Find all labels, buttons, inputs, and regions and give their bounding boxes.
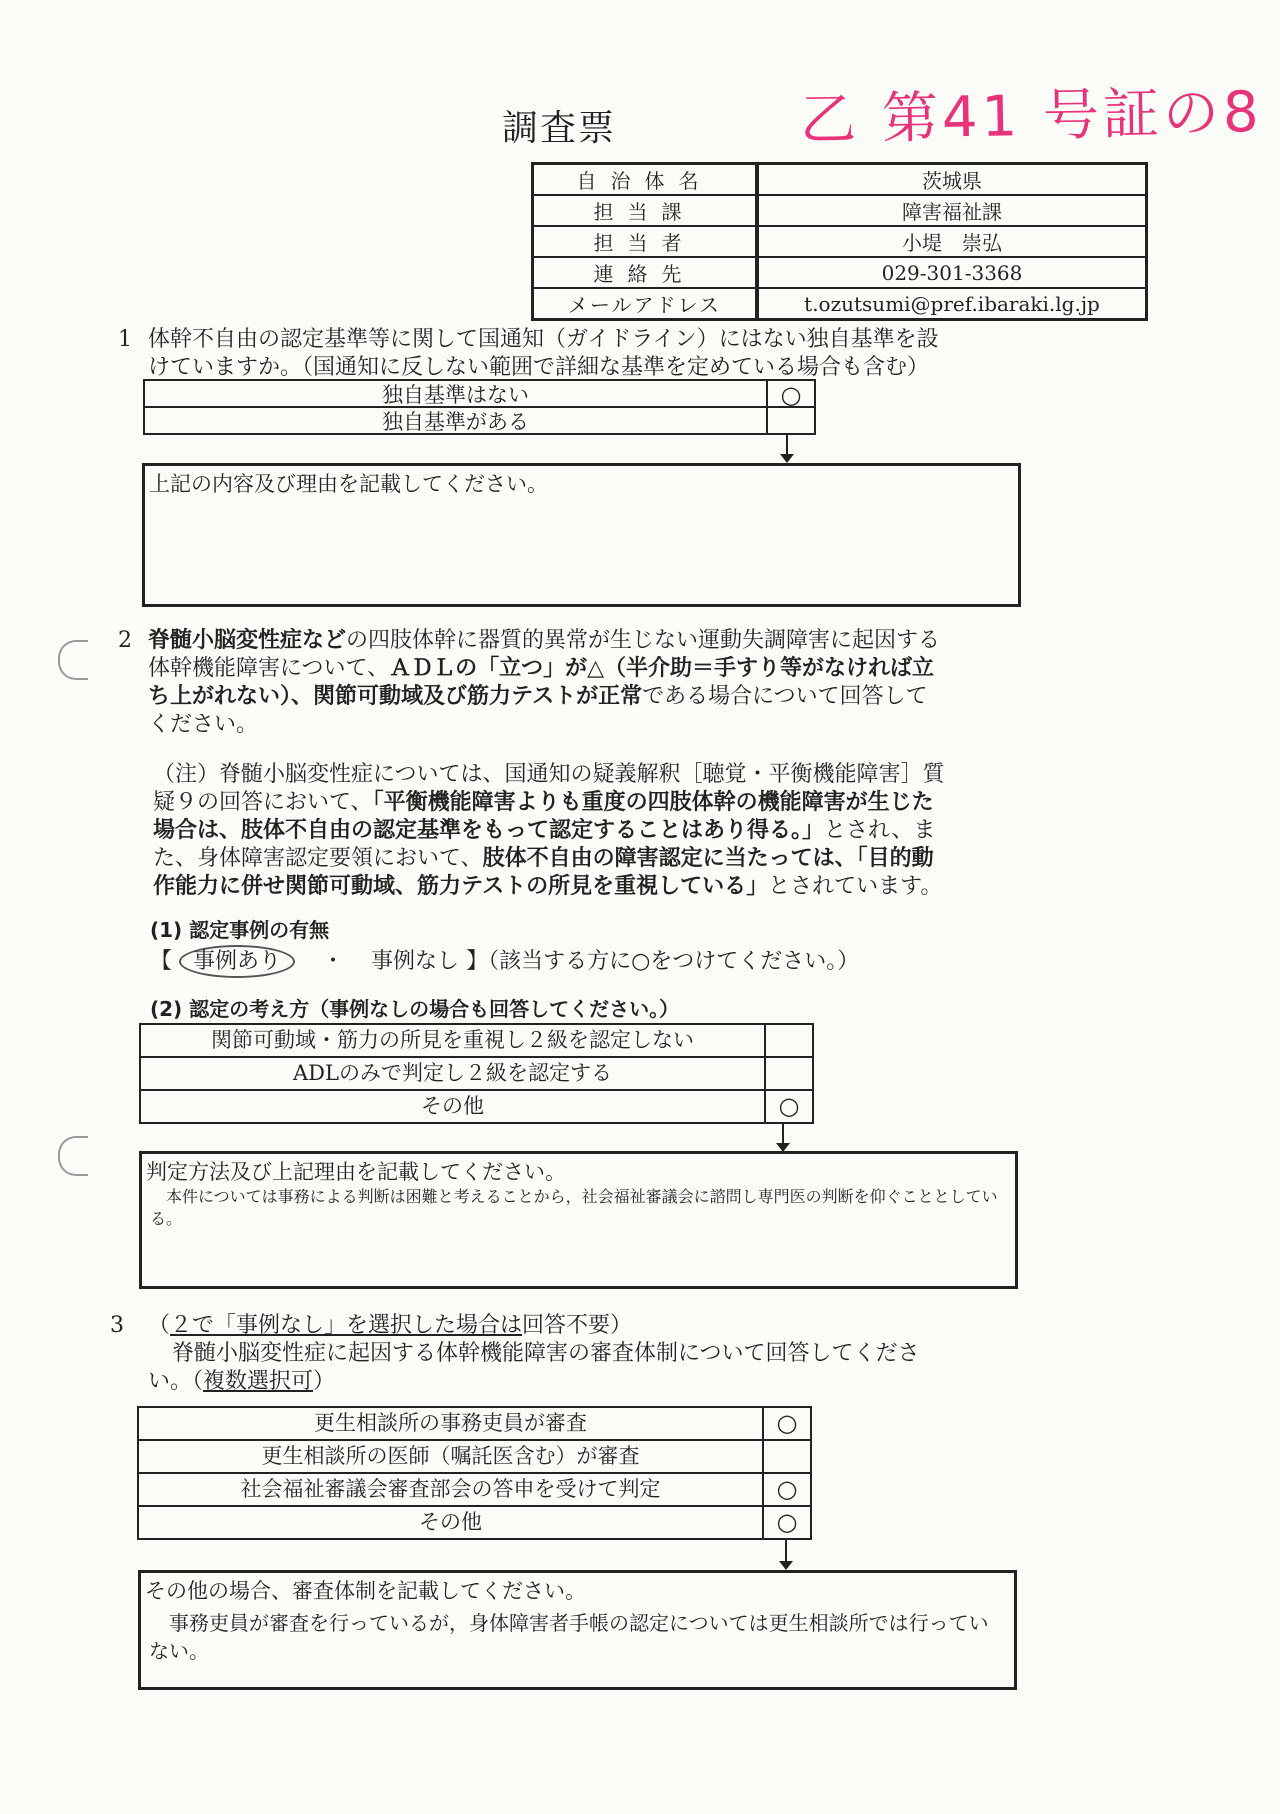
- option-label: 独自基準がある: [145, 408, 768, 433]
- option-checkbox[interactable]: [768, 408, 814, 433]
- question-2-text: [148, 627, 1048, 739]
- info-label: 担当者: [533, 226, 758, 257]
- q2-note-text: とされ、ま: [824, 818, 936, 843]
- q2-text: ください。: [148, 712, 259, 737]
- choice-case-exists[interactable]: 事例あり: [179, 945, 295, 978]
- q3-text: （: [148, 1313, 171, 1338]
- question-1-line: 体幹不自由の認定基準等に関して国通知（ガイドライン）にはない独自基準を設: [148, 327, 939, 352]
- option-checkbox[interactable]: [766, 1025, 812, 1056]
- info-value: t.ozutsumi@pref.ibaraki.lg.jp: [757, 288, 1147, 320]
- option-label: 更生相談所の事務吏員が審査: [139, 1408, 764, 1439]
- q3-option-doctor[interactable]: [137, 1439, 812, 1474]
- q2-note-text: 疑９の回答において、: [153, 790, 373, 815]
- q2-bold-text: ち上がれない）、関節可動域及び筋力テストが正常: [148, 684, 643, 709]
- exhibit-stamp: 乙 第41 号証の8: [799, 79, 1264, 154]
- q3-text: い。（: [148, 1369, 204, 1394]
- box-prompt: その他の場合、審査体制を記載してください。: [145, 1579, 586, 1603]
- q3-underlined: 複数選択可: [203, 1369, 314, 1394]
- option-label: 独自基準はない: [145, 381, 768, 406]
- q2-note-bold: 場合は、肢体不自由の認定基準をもって認定することはあり得る。」: [153, 818, 825, 843]
- q3-option-council[interactable]: [137, 1472, 812, 1507]
- option-checkbox[interactable]: ○: [776, 1475, 798, 1503]
- q1-option-has-own-standard[interactable]: [143, 406, 816, 435]
- q2-note-text: とされています。: [768, 874, 943, 899]
- option-label: 関節可動域・筋力の所見を重視し２級を認定しない: [141, 1025, 766, 1056]
- q3-system-box[interactable]: [138, 1570, 1017, 1690]
- q2-bold-text: 脊髄小脳変性症など: [148, 628, 347, 653]
- q2-note-bold: 作能力に併せ関節可動域、筋力テストの所見を重視している」: [153, 874, 769, 899]
- option-label: その他: [139, 1507, 764, 1538]
- question-2-number: 2: [118, 628, 132, 653]
- info-value: 茨城県: [757, 164, 1147, 196]
- q1-reason-box[interactable]: [142, 463, 1021, 607]
- option-label: ADLのみで判定し２級を認定する: [141, 1058, 766, 1089]
- q3-option-other[interactable]: [137, 1505, 812, 1540]
- instruction: 】（該当する方に○をつけてください。）: [466, 949, 860, 974]
- option-label: 社会福祉審議会審査部会の答申を受けて判定: [139, 1474, 764, 1505]
- question-3-text: [148, 1312, 1048, 1396]
- contact-info-table: [531, 162, 1148, 321]
- q2-option-adl-only[interactable]: [139, 1056, 814, 1091]
- question-1-line: けていますか。（国通知に反しない範囲で詳細な基準を定めている場合も含む）: [148, 355, 930, 380]
- punch-hole: [58, 1136, 88, 1176]
- down-arrow-icon: [782, 1124, 784, 1144]
- q2-option-not-certify[interactable]: [139, 1023, 814, 1058]
- question-2-note: [153, 761, 1053, 901]
- info-row: [533, 288, 1147, 320]
- info-label: 担当課: [533, 195, 758, 226]
- info-row: [533, 195, 1147, 226]
- q2-note-text: た、身体障害認定要領において、: [153, 846, 483, 871]
- q3-text: 回答不要）: [522, 1313, 633, 1338]
- option-checkbox[interactable]: [764, 1441, 810, 1472]
- q3-underlined: ２で「事例なし」を選択した場合は: [170, 1313, 523, 1338]
- question-3-number: 3: [110, 1313, 124, 1338]
- option-checkbox[interactable]: ○: [776, 1508, 798, 1536]
- info-value: 029-301-3368: [757, 257, 1147, 288]
- option-checkbox[interactable]: ○: [780, 381, 802, 409]
- down-arrow-icon: [785, 1540, 787, 1562]
- box-answer: 本件については事務による判断は困難と考えることから，社会福祉審議会に諮問し専門医の判断を仰ぐこととしている。: [150, 1187, 998, 1228]
- punch-hole: [58, 640, 88, 680]
- q2-sub1-title: (1) 認定事例の有無: [150, 918, 330, 942]
- option-checkbox[interactable]: [766, 1058, 812, 1089]
- option-checkbox[interactable]: ○: [778, 1092, 800, 1120]
- q2-method-box[interactable]: [139, 1151, 1018, 1289]
- box-prompt: 上記の内容及び理由を記載してください。: [149, 472, 548, 496]
- box-answer: 事務吏員が審査を行っているが，身体障害者手帳の認定については更生相談所では行っていない。: [149, 1611, 989, 1663]
- q2-sub2-title: (2) 認定の考え方（事例なしの場合も回答してください。）: [150, 997, 680, 1021]
- q3-text: 脊髄小脳変性症に起因する体幹機能障害の審査体制について回答してくださ: [172, 1341, 920, 1366]
- info-label: メールアドレス: [533, 288, 758, 320]
- q2-option-other[interactable]: [139, 1089, 814, 1124]
- q2-text: 体幹機能障害について、: [148, 656, 390, 681]
- info-value: 障害福祉課: [757, 195, 1147, 226]
- option-checkbox[interactable]: ○: [776, 1409, 798, 1437]
- choice-no-case[interactable]: 事例なし: [371, 949, 460, 974]
- info-value: 小堤 崇弘: [757, 226, 1147, 257]
- q2-bold-text: ＡＤＬの「立つ」が△（半介助＝手すり等がなければ立: [389, 656, 935, 681]
- q1-option-no-own-standard[interactable]: [143, 379, 816, 408]
- option-label: その他: [141, 1091, 766, 1122]
- q2-text: の四肢体幹に器質的異常が生じない運動失調障害に起因する: [346, 628, 941, 653]
- q2-note-line: （注）脊髄小脳変性症については、国通知の疑義解釈［聴覚・平衡機能障害］質: [153, 762, 945, 787]
- question-1-text: [148, 326, 1048, 382]
- q2-sub1-choice: [150, 944, 859, 975]
- info-label: 自治体名: [533, 164, 758, 196]
- info-row: [533, 257, 1147, 288]
- q3-text: ）: [313, 1369, 336, 1394]
- info-label: 連絡先: [533, 257, 758, 288]
- separator: ・: [322, 949, 345, 974]
- box-prompt: 判定方法及び上記理由を記載してください。: [146, 1160, 566, 1184]
- info-row: [533, 164, 1147, 196]
- down-arrow-icon: [786, 435, 788, 455]
- question-1-number: 1: [118, 327, 132, 352]
- info-row: [533, 226, 1147, 257]
- page-title: 調査票: [502, 108, 617, 149]
- option-label: 更生相談所の医師（嘱託医含む）が審査: [139, 1441, 764, 1472]
- q2-note-bold: 肢体不自由の障害認定に当たっては、「目的動: [482, 846, 934, 871]
- q2-text: である場合について回答して: [642, 684, 928, 709]
- q3-option-clerk[interactable]: [137, 1406, 812, 1441]
- bracket: 【: [150, 949, 173, 974]
- q2-note-bold: 「平衡機能障害よりも重度の四肢体幹の機能障害が生じた: [372, 790, 934, 815]
